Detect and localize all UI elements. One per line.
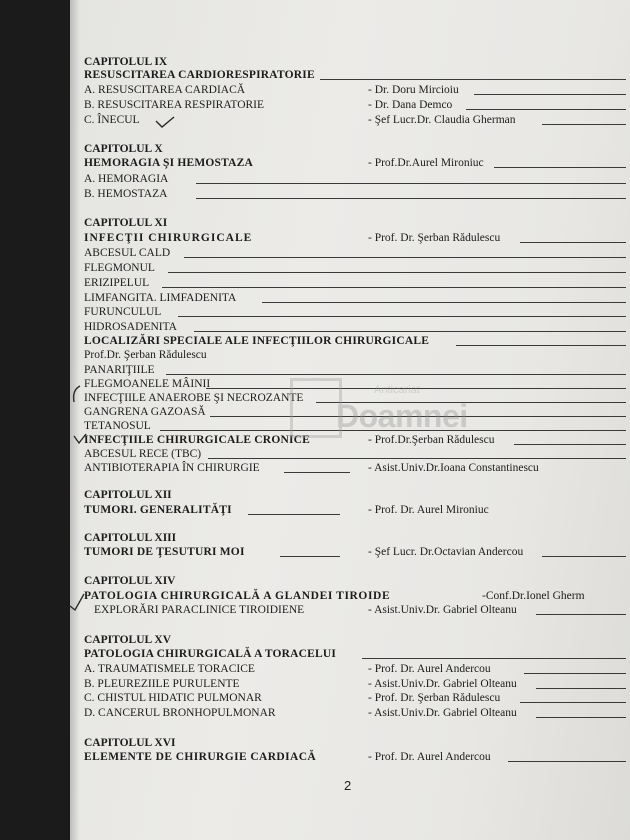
toc-entry: FLEGMOANELE MÂINII xyxy=(84,377,630,391)
chapter-title-row: TUMORI. GENERALITĂŢI - Prof. Dr. Aurel Mironiuc xyxy=(84,504,489,516)
toc-entry: A. RESUSCITAREA CARDIACĂ - Dr. Doru Mircioiu xyxy=(84,83,630,97)
chapter-title-row: PATOLOGIA CHIRURGICALĂ A GLANDEI TIROIDE -Conf.Dr.Ionel Gherm xyxy=(84,590,585,602)
page-number: 2 xyxy=(344,778,352,793)
toc-entry: EXPLORĂRI PARACLINICE TIROIDIENE - Asist.Univ.Dr. Gabriel Olteanu xyxy=(84,603,630,617)
chapter-title-row: HEMORAGIA ŞI HEMOSTAZA - Prof.Dr.Aurel Mironiuc xyxy=(84,156,630,170)
toc-entry: ANTIBIOTERAPIA ÎN CHIRURGIE - Asist.Univ.Dr.Ioana Constantinescu xyxy=(84,462,539,474)
toc-entry: GANGRENA GAZOASĂ xyxy=(84,405,630,419)
pen-bracket-mark-icon xyxy=(70,384,86,404)
chapter-title-row: INFECŢII CHIRURGICALE - Prof. Dr. Şerban Rădulescu xyxy=(84,231,630,245)
chapter-9-title: RESUSCITAREA CARDIORESPIRATORIE xyxy=(84,69,315,81)
toc-entry: ERIZIPELUL xyxy=(84,276,630,290)
toc-entry: D. CANCERUL BRONHOPULMONAR - Asist.Univ.Dr. Gabriel Olteanu xyxy=(84,706,630,720)
toc-entry: B. RESUSCITAREA RESPIRATORIE - Dr. Dana Demco xyxy=(84,98,630,112)
watermark-logo: Anticariat Doamnei xyxy=(290,378,460,448)
chapter-heading: CAPITOLUL XV xyxy=(84,634,172,646)
chapter-heading: CAPITOLUL XIII xyxy=(84,532,177,544)
chapter-9-heading: CAPITOLUL IX xyxy=(84,56,168,68)
toc-entry: ABCESUL CALD xyxy=(84,246,630,260)
section-author: Prof.Dr. Şerban Rădulescu xyxy=(84,349,207,361)
toc-entry: FURUNCULUL xyxy=(84,305,630,319)
toc-entry: A. TRAUMATISMELE TORACICE - Prof. Dr. Aurel Andercou xyxy=(84,662,630,676)
toc-entry: C. ÎNECUL - Şef Lucr.Dr. Claudia Gherman xyxy=(84,113,630,127)
chapter-heading: CAPITOLUL XII xyxy=(84,489,172,501)
pen-checkmark-icon xyxy=(72,432,88,446)
toc-entry: TETANOSUL xyxy=(84,419,630,433)
chapter-heading: CAPITOLUL XIV xyxy=(84,575,176,587)
chapter-title-row: TUMORI DE ŢESUTURI MOI - Şef Lucr. Dr.Octavian Andercou xyxy=(84,545,630,559)
section-title-row: LOCALIZĂRI SPECIALE ALE INFECŢIILOR CHIRURGICALE xyxy=(84,334,630,348)
toc-entry: FLEGMONUL xyxy=(84,261,630,275)
chapter-heading: CAPITOLUL XI xyxy=(84,217,168,229)
toc-entry: ABCESUL RECE (TBC) xyxy=(84,447,630,461)
toc-entry: HIDROSADENITA xyxy=(84,320,630,334)
chapter-heading: CAPITOLUL X xyxy=(84,143,163,155)
pen-checkmark-icon xyxy=(70,592,86,612)
toc-entry: B. PLEUREZIILE PURULENTE - Asist.Univ.Dr. Gabriel Olteanu xyxy=(84,677,630,691)
toc-entry: LIMFANGITA. LIMFADENITA xyxy=(84,291,630,305)
document-page xyxy=(70,0,630,840)
toc-entry: PANARIŢIILE xyxy=(84,363,630,377)
toc-entry: INFECŢIILE ANAEROBE ŞI NECROZANTE xyxy=(84,391,630,405)
watermark-frame-icon xyxy=(290,378,342,438)
chapter-title-row: PATOLOGIA CHIRURGICALĂ A TORACELUI xyxy=(84,647,630,661)
chapter-title-row: ELEMENTE DE CHIRURGIE CARDIACĂ - Prof. Dr. Aurel Andercou xyxy=(84,750,630,764)
chapter-heading: CAPITOLUL XVI xyxy=(84,737,176,749)
toc-entry: B. HEMOSTAZA xyxy=(84,187,630,201)
chapter-heading xyxy=(84,55,630,69)
toc-entry: C. CHISTUL HIDATIC PULMONAR - Prof. Dr. Şerban Rădulescu xyxy=(84,691,630,705)
pen-checkmark-icon xyxy=(154,115,176,129)
page-edge-shadow xyxy=(70,0,80,840)
toc-entry: A. HEMORAGIA xyxy=(84,172,630,186)
chapter-title-row xyxy=(84,68,630,82)
section-title-row: INFECŢIILE CHIRURGICALE CRONICE - Prof.Dr.Şerban Rădulescu xyxy=(84,433,630,447)
